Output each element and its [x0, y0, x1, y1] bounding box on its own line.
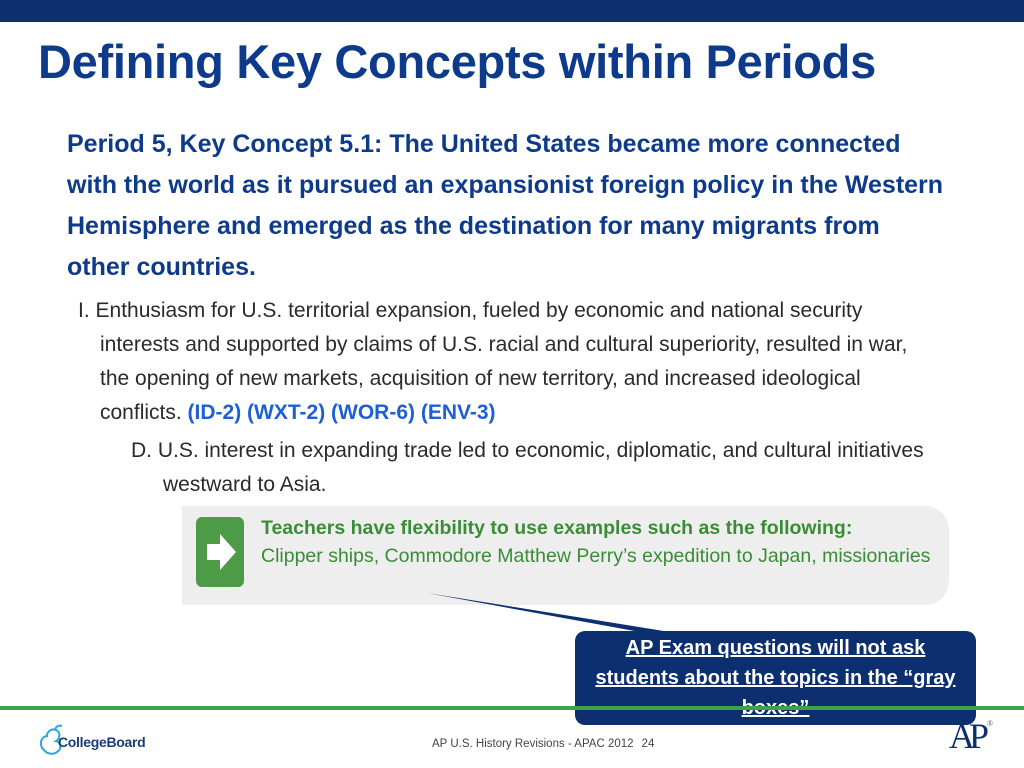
gray-box-heading: Teachers have flexibility to use examples such as the following:	[261, 517, 853, 539]
sub-point: D. U.S. interest in expanding trade led to economic, diplomatic, and cultural initiatives westward to Asia.	[131, 439, 924, 496]
roman-point-text: I. Enthusiasm for U.S. territorial expansion, fueled by economic and national security interests and supported by claims of U.S. racial and cultural superiority, resulted in war, the opening of new markets, acquisition of new territory, and increased ideological conflicts.	[78, 299, 908, 424]
gray-box-examples: Clipper ships, Commodore Matthew Perry’s expedition to Japan, missionaries	[261, 545, 931, 567]
exam-callout: AP Exam questions will not ask students about the topics in the “gray	[575, 631, 976, 725]
footer-caption	[432, 738, 654, 750]
ap-logo: AP ®	[949, 716, 994, 756]
footer-divider	[0, 706, 1024, 710]
ap-logo-text: AP	[949, 716, 984, 756]
collegeboard-logo	[38, 720, 146, 760]
footer-caption-text: AP U.S. History Revisions - APAC 2012	[432, 738, 634, 750]
page-number: 24	[641, 738, 655, 750]
collegeboard-logo-text: CollegeBoard	[58, 734, 146, 750]
thematic-codes: (ID-2) (WXT-2) (WOR-6) (ENV-3)	[187, 401, 496, 424]
slide-title: Defining Key Concepts within Periods	[38, 35, 876, 88]
key-concept-statement: Period 5, Key Concept 5.1: The United States became more connected with the world as it pursued an expansionist foreign policy in the Western Hemisphere and emerged as the destination for many migrants from other countries.	[67, 130, 944, 281]
